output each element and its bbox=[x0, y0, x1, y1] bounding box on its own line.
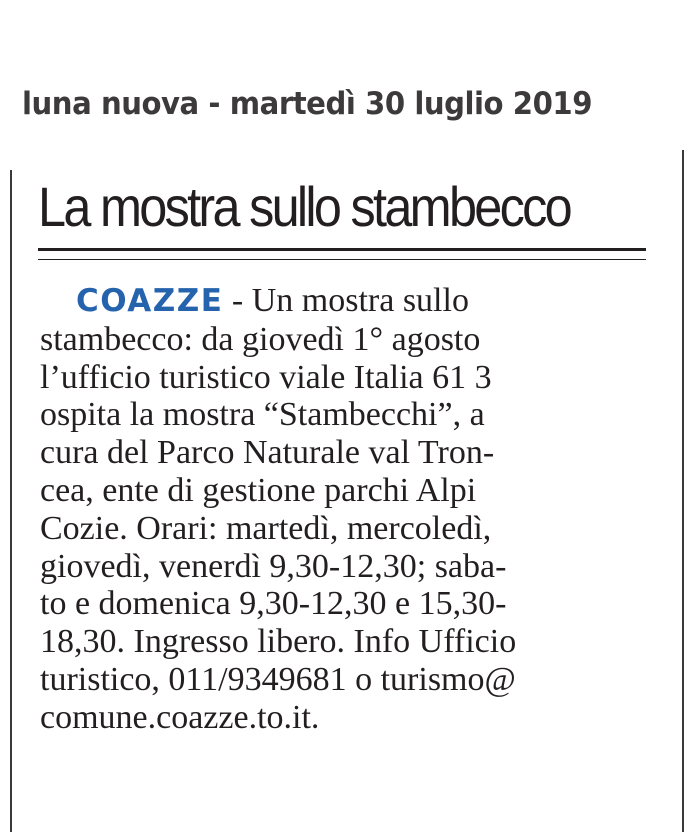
article-line: cura del Parco Naturale val Tron- bbox=[40, 434, 495, 472]
article-kicker: COAZZE bbox=[76, 283, 224, 319]
headline-rule-thick bbox=[38, 248, 646, 251]
article-line: Cozie. Orari: martedì, mercoledì, bbox=[40, 509, 492, 547]
article-line: to e domenica 9,30-12,30 e 15,30- bbox=[40, 585, 507, 623]
article-line-1 bbox=[40, 282, 648, 321]
article-line: comune.coazze.to.it. bbox=[40, 698, 320, 736]
article-line: cea, ente di gestione parchi Alpi bbox=[40, 471, 477, 509]
column-rule-left bbox=[10, 170, 12, 832]
newspaper-dateline: luna nuova - martedì 30 luglio 2019 bbox=[22, 86, 593, 122]
article-body bbox=[40, 282, 648, 737]
article-line: giovedì, venerdì 9,30-12,30; saba- bbox=[40, 547, 507, 585]
column-rule-right bbox=[682, 150, 684, 832]
article-line: 18,30. Ingresso libero. Info Ufficio bbox=[40, 623, 517, 661]
article-line: stambecco: da giovedì 1° agosto bbox=[40, 320, 481, 358]
article-headline: La mostra sullo stambecco bbox=[38, 175, 570, 238]
headline-rule-thin bbox=[38, 259, 646, 260]
article-line: ospita la mostra “Stambecchi”, a bbox=[40, 396, 485, 434]
article-line-1-text: - Un mostra sullo bbox=[223, 282, 469, 319]
article-line: l’ufficio turistico viale Italia 61 3 bbox=[40, 358, 492, 396]
article-line: turistico, 011/9349681 o turismo@ bbox=[40, 660, 516, 698]
